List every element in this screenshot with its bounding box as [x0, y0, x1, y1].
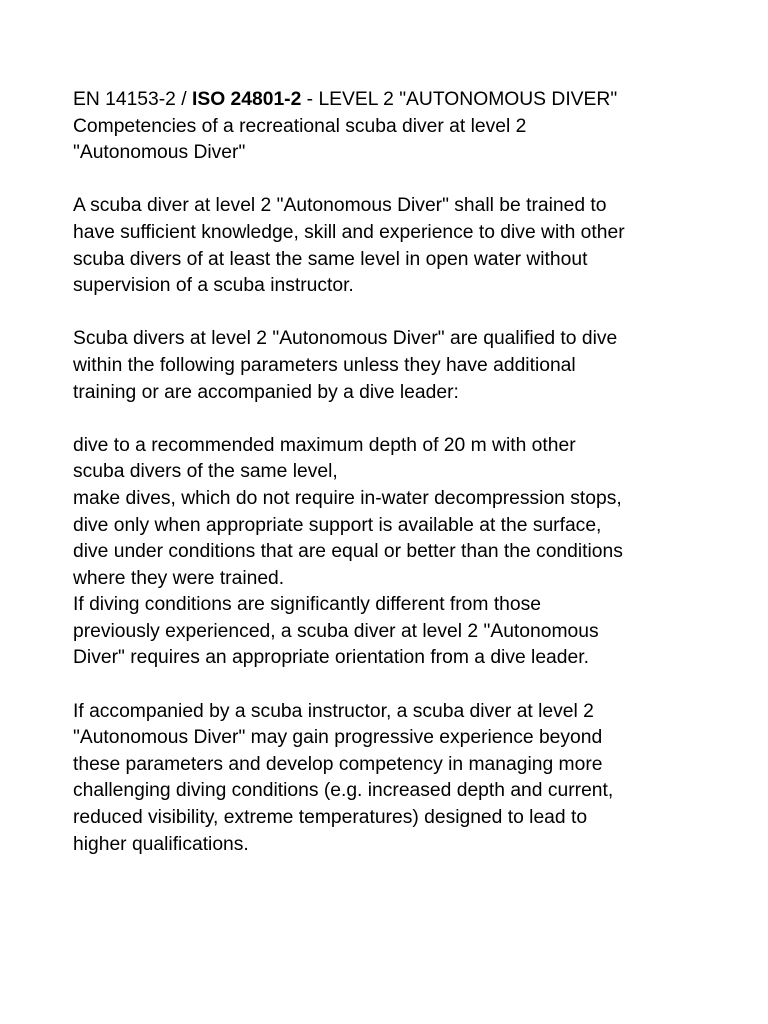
document-subtitle-line: "Autonomous Diver" [73, 142, 246, 164]
parameter-line: make dives, which do not require in-water decompression stops, [73, 487, 622, 509]
text-line: these parameters and develop competency in managing more [73, 753, 603, 775]
document-page [73, 87, 713, 858]
text-line: challenging diving conditions (e.g. increased depth and current, [73, 780, 614, 802]
document-header [73, 87, 713, 167]
text-line: A scuba diver at level 2 "Autonomous Diver" shall be trained to [73, 195, 607, 217]
parameter-line: previously experienced, a scuba diver at level 2 "Autonomous [73, 620, 599, 642]
document-subtitle-line: Competencies of a recreational scuba diver at level 2 [73, 115, 527, 137]
parameter-line: Diver" requires an appropriate orientation from a dive leader. [73, 647, 589, 669]
text-line: If accompanied by a scuba instructor, a scuba diver at level 2 [73, 700, 594, 722]
standard-prefix: EN 14153-2 / [73, 89, 192, 110]
text-line: supervision of a scuba instructor. [73, 275, 354, 297]
instructor-paragraph [73, 699, 713, 859]
parameter-line: scuba divers of the same level, [73, 461, 338, 483]
text-line: Scuba divers at level 2 "Autonomous Diver" are qualified to dive [73, 328, 618, 350]
document-title [73, 87, 713, 114]
text-line: scuba divers of at least the same level in open water without [73, 248, 588, 270]
qualification-paragraph [73, 326, 713, 406]
text-line: reduced visibility, extreme temperatures) designed to lead to [73, 807, 588, 829]
parameter-line: dive to a recommended maximum depth of 20 m with other [73, 434, 576, 456]
parameter-line: If diving conditions are significantly different from those [73, 594, 541, 616]
parameter-line: where they were trained. [73, 567, 285, 589]
parameters-list [73, 433, 713, 672]
standard-level-title: - LEVEL 2 "AUTONOMOUS DIVER" [301, 89, 618, 110]
parameter-line: dive only when appropriate support is available at the surface, [73, 514, 602, 536]
text-line: "Autonomous Diver" may gain progressive experience beyond [73, 727, 603, 749]
text-line: training or are accompanied by a dive leader: [73, 381, 459, 403]
text-line: higher qualifications. [73, 833, 249, 855]
standard-iso-number: ISO 24801-2 [191, 89, 302, 110]
text-line: have sufficient knowledge, skill and experience to dive with other [73, 221, 625, 243]
training-paragraph [73, 193, 713, 299]
parameter-line: dive under conditions that are equal or better than the conditions [73, 541, 623, 563]
text-line: within the following parameters unless they have additional [73, 354, 576, 376]
